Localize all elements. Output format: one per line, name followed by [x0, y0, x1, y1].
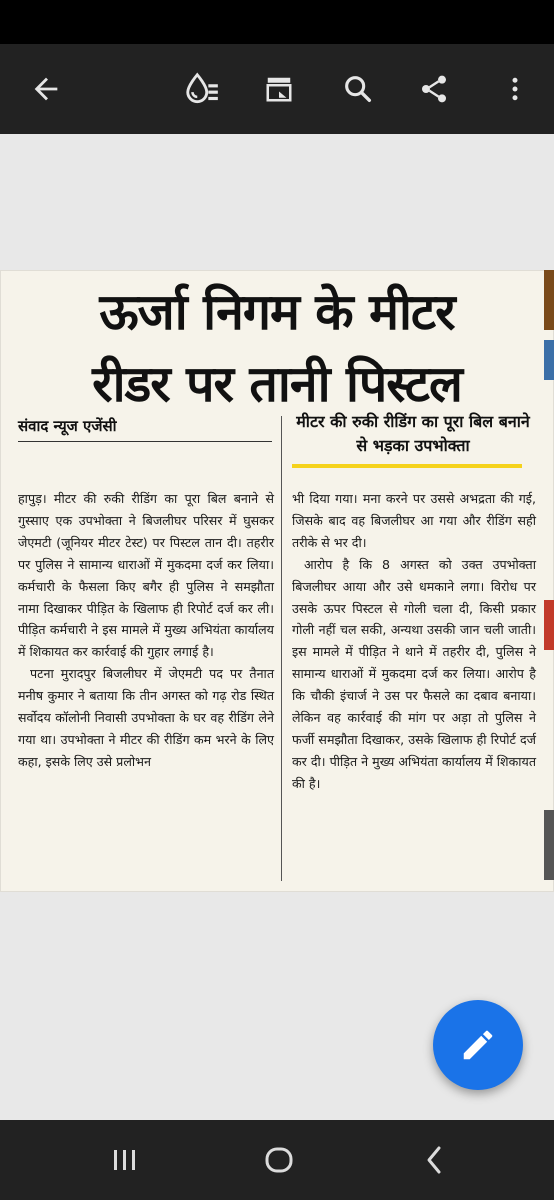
subheadline-underline [292, 464, 522, 468]
top-toolbar [0, 44, 554, 134]
search-icon[interactable] [333, 64, 383, 114]
article-paragraph: हापुड़। मीटर की रुकी रीडिंग का पूरा बिल बनाने से गुस्साए एक उपभोक्ता ने बिजलीघर परिसर में घुसकर जेएमटी (जूनियर मीटर टेस्ट) पर पिस्टल तान दी। तहरीर पर पुलिस ने सामान्य धाराओं में मुकदमा दर्ज कर लिया। कर्मचारी के फैसला किए बगैर ही पुलिस ने समझौता नामा दिखाकर पीड़ित के खिलाफ ही रिपोर्ट दर्ज कर ली। पीड़ित कर्मचारी ने इस मामले में मुख्य अभियंता कार्यालय में शिकायत कर कार्रवाई की गुहार लगाई है। [18, 491, 274, 660]
headline-line-2: रीडर पर तानी पिस्टल [92, 355, 462, 413]
recent-apps-icon[interactable] [100, 1138, 150, 1182]
byline-divider [18, 441, 272, 442]
share-icon[interactable] [409, 64, 459, 114]
headline-line-1: ऊर्जा निगम के मीटर [99, 283, 455, 341]
edit-button[interactable] [433, 1000, 523, 1090]
article-paragraph: भी दिया गया। मना करने पर उससे अभद्रता की गई, जिसके बाद वह बिजलीघर आ गया और रीडिंग सही तरीके से भर दी। [292, 491, 536, 550]
page-layout-icon[interactable] [254, 64, 304, 114]
back-icon[interactable] [409, 1138, 459, 1182]
article-paragraph: पटना मुरादपुर बिजलीघर में जेएमटी पद पर तैनात मनीष कुमार ने बताया कि तीन अगस्त को गढ़ रोड स्थित सर्वोदय कॉलोनी निवासी उपभोक्ता के घर वह रीडिंग लेने गया था। उपभोक्ता ने मीटर की रीडिंग कम भरने के लिए कहा, इसके लिए उसे प्रलोभन [18, 666, 274, 769]
adjacent-print-edge [536, 270, 554, 892]
subheadline: मीटर की रुकी रीडिंग का पूरा बिल बनाने से भड़का उपभोक्ता [296, 412, 530, 455]
column-divider [281, 416, 282, 881]
article-column-right [292, 488, 536, 795]
more-vert-icon[interactable] [490, 64, 540, 114]
byline: संवाद न्यूज एजेंसी [18, 417, 117, 435]
article-column-left [18, 488, 274, 773]
system-nav-bar [0, 1120, 554, 1200]
back-arrow-icon[interactable] [21, 64, 71, 114]
home-icon[interactable] [254, 1138, 304, 1182]
ink-saver-icon[interactable] [177, 64, 227, 114]
edit-pencil-icon [459, 1026, 497, 1064]
status-bar [0, 0, 554, 44]
newspaper-clipping [0, 270, 554, 892]
article-paragraph: आरोप है कि 8 अगस्त को उक्त उपभोक्ता बिजलीघर आया और उसे धमकाने लगा। विरोध पर उसके ऊपर पिस्टल से गोली चला दी, किसी प्रकार गोली नहीं चल सकी, अन्यथा उसकी जान चली जाती। इस मामले में पीड़ित ने थाने में तहरीर दी, पुलिस ने सामान्य धाराओं में मुकदमा दर्ज कर लिया। आरोप है कि चौकी इंचार्ज ने उस पर फैसले का दबाव बनाया। लेकिन वह कार्रवाई की मांग पर अड़ा तो पुलिस ने फर्जी समझौता दिखाकर, उसके खिलाफ ही रिपोर्ट दर्ज कर दी। पीड़ित ने मुख्य अभियंता कार्यालय में शिकायत की है। [292, 556, 536, 791]
